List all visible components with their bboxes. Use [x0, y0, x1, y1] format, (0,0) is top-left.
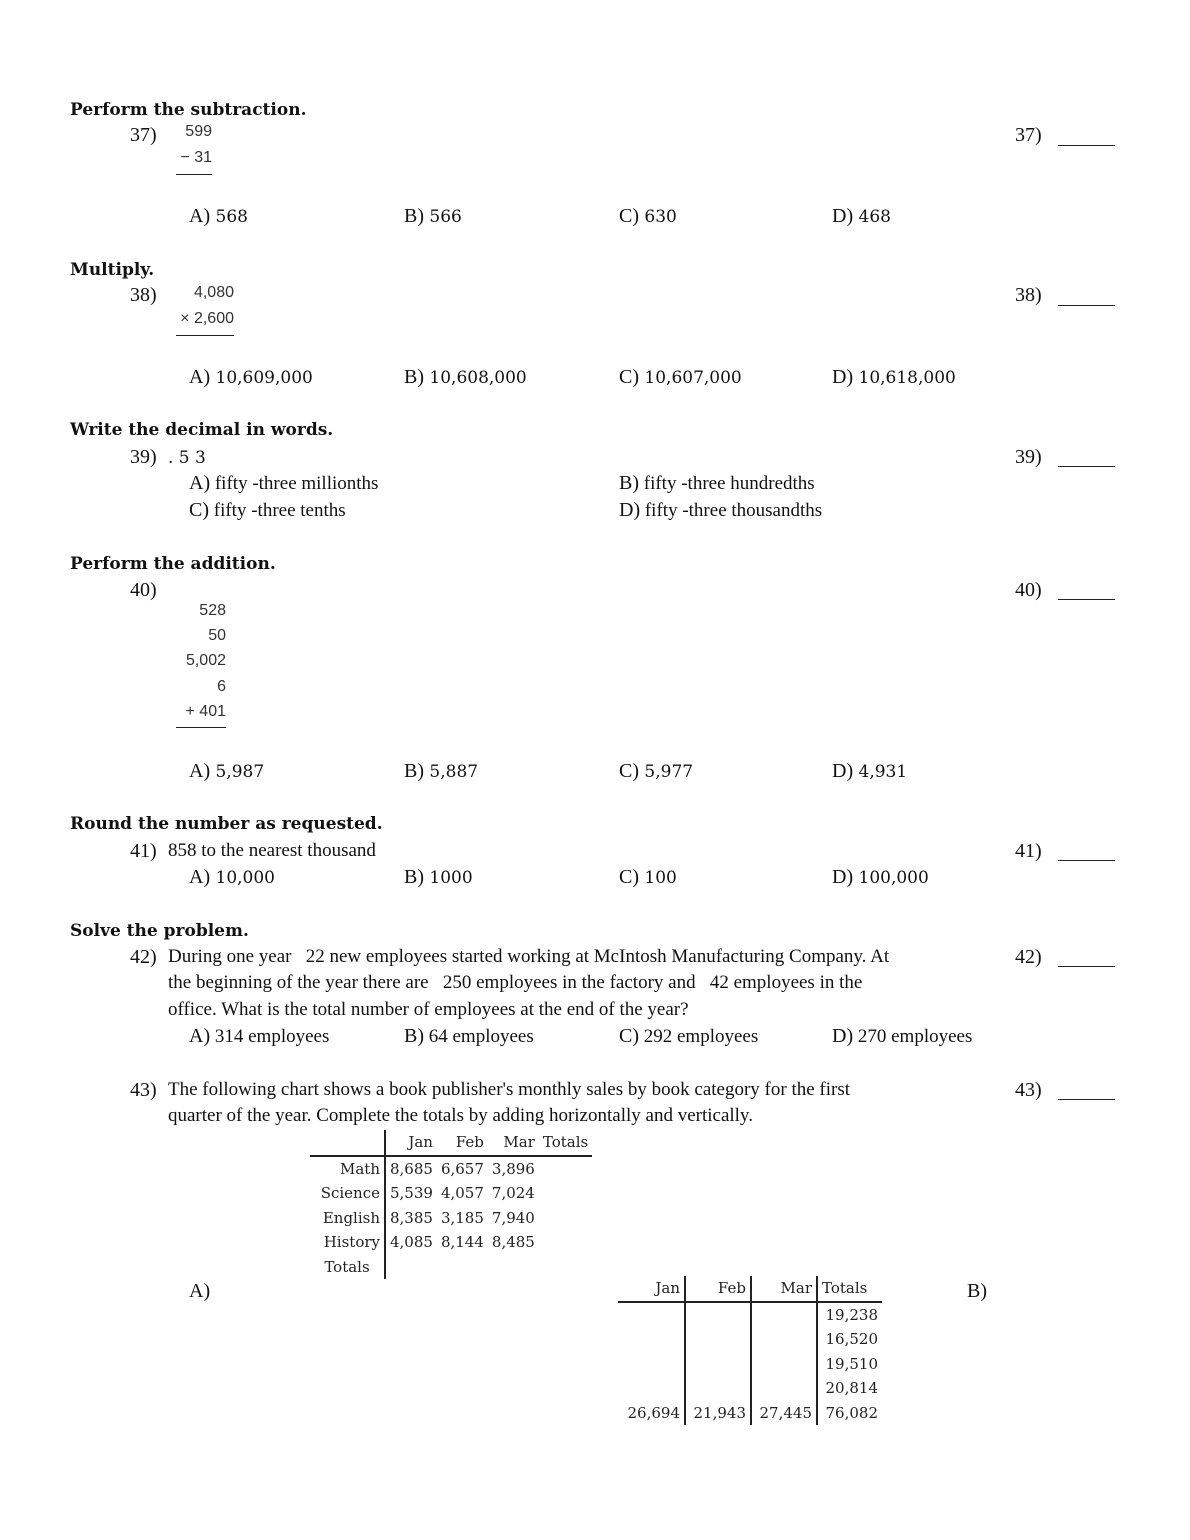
choice-c: C) 630 [619, 205, 677, 227]
section-heading: Multiply. [70, 260, 155, 280]
choice-a: A) fifty -three millionths [189, 472, 379, 494]
table-header: Mar [503, 1133, 535, 1152]
problem-top: 599 [185, 123, 212, 140]
choice-c: C) 292 employees [619, 1025, 759, 1047]
choice-b: B) 566 [404, 205, 462, 227]
addend: + 401 [185, 703, 226, 720]
answer-blank[interactable] [1058, 599, 1115, 600]
question-text: 858 to the nearest thousand [168, 840, 376, 861]
choice-d: D) fifty -three thousandths [619, 499, 823, 521]
choice-d: D) 100,000 [832, 866, 929, 888]
problem-bottom: × 2,600 [180, 310, 234, 327]
question-text: During one year 22 new employees started working at McIntosh Manufacturing Company. At [168, 946, 890, 967]
question-text: office. What is the total number of employees at the end of the year? [168, 999, 689, 1020]
answer-blank[interactable] [1058, 966, 1115, 967]
answer-label: 43) [1015, 1079, 1042, 1101]
question-number: 40) [130, 579, 157, 601]
choice-a: A) 10,609,000 [189, 366, 313, 388]
question-number: 43) [130, 1079, 157, 1101]
section-heading: Solve the problem. [70, 921, 249, 941]
problem-bottom: − 31 [180, 149, 212, 166]
choice-a-table: Jan Feb Mar Totals 19,238 16,520 19,510 20,814 26,694 21,943 27,445 76,082 [618, 1276, 882, 1425]
table-header: Totals [542, 1133, 589, 1152]
question-text: quarter of the year. Complete the totals by adding horizontally and vertically. [168, 1105, 753, 1126]
section-heading: Round the number as requested. [70, 814, 383, 834]
choice-b: B) fifty -three hundredths [619, 472, 815, 494]
choice-d: D) 10,618,000 [832, 366, 956, 388]
section-heading: Perform the subtraction. [70, 100, 307, 120]
answer-label: 40) [1015, 579, 1042, 601]
addend: 6 [217, 678, 226, 695]
answer-label: 41) [1015, 840, 1042, 862]
choice-a: A) 568 [189, 205, 248, 227]
choice-c: C) 10,607,000 [619, 366, 742, 388]
choice-d: D) 270 employees [832, 1025, 973, 1047]
choice-d: D) 4,931 [832, 760, 908, 782]
question-text: the beginning of the year there are 250 employees in the factory and 42 employees in the [168, 972, 863, 993]
answer-blank[interactable] [1058, 145, 1115, 146]
addend: 5,002 [185, 652, 226, 669]
section-heading: Perform the addition. [70, 554, 276, 574]
choice-b: B) 64 employees [404, 1025, 534, 1047]
problem-top: 4,080 [193, 284, 234, 301]
choice-c: C) 5,977 [619, 760, 694, 782]
choice-a: A) 314 employees [189, 1025, 330, 1047]
sum-rule [176, 174, 212, 175]
answer-label: 39) [1015, 446, 1042, 468]
sum-rule [176, 335, 234, 336]
section-heading: Write the decimal in words. [70, 420, 334, 440]
sales-table: Jan Feb Mar Totals Math 8,685 6,657 3,896 Science 5,539 4,057 7,024 English 8,385 3,185 7,940 History 4,085 8,144 8,485 Totals [310, 1130, 592, 1279]
question-number: 41) [130, 840, 157, 862]
question-number: 38) [130, 284, 157, 306]
answer-label: 38) [1015, 284, 1042, 306]
answer-blank[interactable] [1058, 860, 1115, 861]
choice-c: C) fifty -three tenths [189, 499, 346, 521]
sum-rule [176, 727, 226, 728]
answer-blank[interactable] [1058, 466, 1115, 467]
choice-d: D) 468 [832, 205, 891, 227]
answer-blank[interactable] [1058, 305, 1115, 306]
question-number: 42) [130, 946, 157, 968]
choice-a: A) 5,987 [189, 760, 265, 782]
choice-a: A) 10,000 [189, 866, 275, 888]
answer-label: 37) [1015, 124, 1042, 146]
answer-blank[interactable] [1058, 1099, 1115, 1100]
choice-c: C) 100 [619, 866, 677, 888]
question-text: . 5 3 [168, 448, 206, 468]
question-number: 39) [130, 446, 157, 468]
choice-b: B) 1000 [404, 866, 473, 888]
table-header: Jan [408, 1133, 433, 1152]
choice-a-label: A) [189, 1280, 211, 1302]
choice-b-label: B) [967, 1280, 987, 1302]
question-number: 37) [130, 124, 157, 146]
answer-label: 42) [1015, 946, 1042, 968]
question-text: The following chart shows a book publisher's monthly sales by book category for the first [168, 1079, 851, 1100]
choice-b: B) 10,608,000 [404, 366, 527, 388]
addend: 50 [208, 627, 226, 644]
addend: 528 [199, 602, 226, 619]
choice-b: B) 5,887 [404, 760, 479, 782]
table-header: Feb [455, 1133, 484, 1152]
